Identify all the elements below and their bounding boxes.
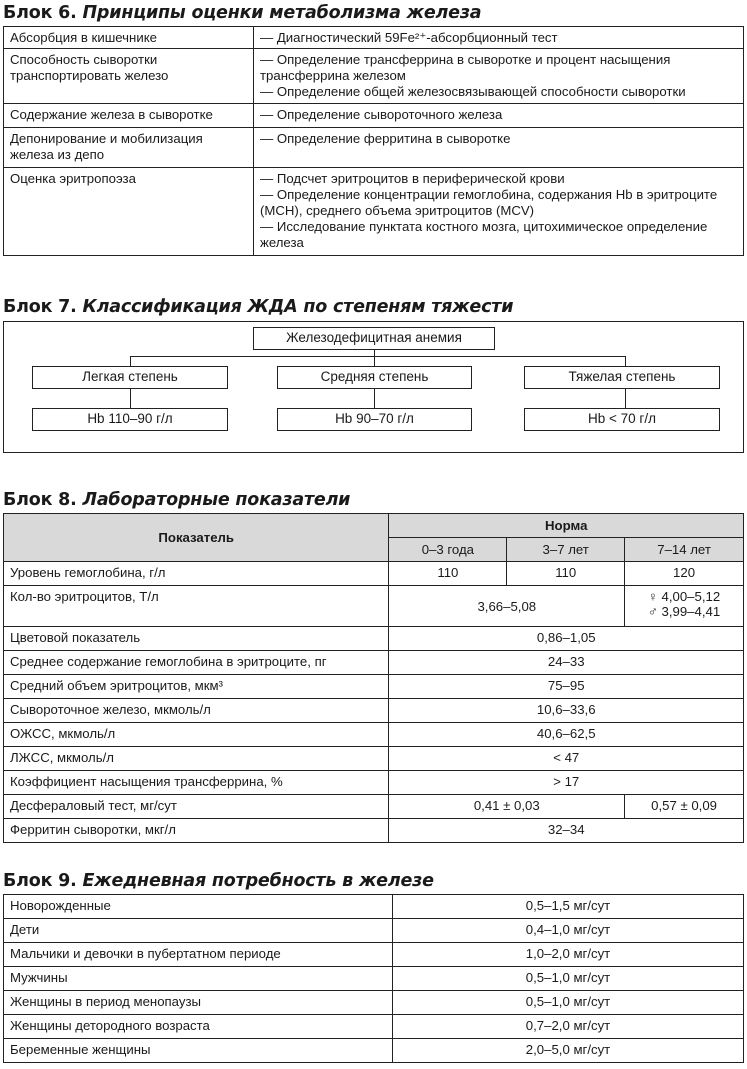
group-cell: Мальчики и девочки в пубертатном периоде: [4, 943, 393, 967]
block-6: [3, 3, 744, 256]
block-7-number: Блок 7.: [3, 297, 77, 317]
table-row: [4, 795, 744, 819]
value-cell: < 47: [389, 747, 744, 771]
group-cell: Беременные женщины: [4, 1039, 393, 1063]
severity-diagram: [3, 321, 744, 453]
norm-header: Норма: [389, 514, 744, 538]
indicator-cell: Цветовой показатель: [4, 627, 389, 651]
method-cell: [254, 128, 744, 168]
group-cell: Мужчины: [4, 967, 393, 991]
male-value: ♂ 3,99–4,41: [647, 604, 721, 619]
table-row: [4, 943, 744, 967]
value-cell: 40,6–62,5: [389, 723, 744, 747]
value-cell: 3,66–5,08: [389, 586, 625, 627]
iron-metabolism-table: [3, 26, 744, 256]
connector-line: [374, 349, 375, 356]
table-row: [4, 919, 744, 943]
indicator-cell: Среднее содержание гемоглобина в эритроците, пг: [4, 651, 389, 675]
age-header: 3–7 лет: [507, 538, 625, 562]
method-line: — Определение концентрации гемоглобина, содержания Hb в эритроците (MCH), среднего объема эритроцитов (MCV): [260, 187, 718, 218]
method-cell: [254, 49, 744, 104]
lab-values-table: [3, 513, 744, 843]
method-line: — Определение сывороточного железа: [260, 107, 503, 122]
hb-node-severe: Hb < 70 г/л: [524, 408, 720, 431]
value-cell: 0,5–1,0 мг/сут: [393, 991, 744, 1015]
group-cell: Дети: [4, 919, 393, 943]
connector-line: [130, 356, 626, 357]
table-row: [4, 27, 744, 49]
indicator-cell: Ферритин сыворотки, мкг/л: [4, 819, 389, 843]
block-8-title: [3, 490, 744, 510]
value-cell: 1,0–2,0 мг/сут: [393, 943, 744, 967]
indicator-cell: ОЖСС, мкмоль/л: [4, 723, 389, 747]
block-6-title: [3, 3, 744, 23]
indicator-header: Показатель: [4, 514, 389, 562]
indicator-cell: Средний объем эритроцитов, мкм³: [4, 675, 389, 699]
indicator-cell: Уровень гемоглобина, г/л: [4, 562, 389, 586]
connector-line: [130, 356, 131, 366]
table-row: [4, 895, 744, 919]
connector-line: [625, 389, 626, 408]
indicator-cell: Кол-во эритроцитов, Т/л: [4, 586, 389, 627]
method-line: — Определение трансферрина в сыворотке и процент насыщения трансферрина железом: [260, 52, 671, 83]
table-row: [4, 723, 744, 747]
method-line: — Диагностический 59Fe²⁺-абсорбционный тест: [260, 30, 558, 45]
table-row: [4, 771, 744, 795]
block-6-number: Блок 6.: [3, 3, 77, 23]
method-line: — Определение общей железосвязывающей способности сыворотки: [260, 84, 686, 99]
table-row: [4, 675, 744, 699]
table-row: [4, 104, 744, 128]
connector-line: [625, 356, 626, 366]
value-cell: 110: [389, 562, 507, 586]
connector-line: [130, 389, 131, 408]
value-cell: 0,7–2,0 мг/сут: [393, 1015, 744, 1039]
principle-cell: Абсорбция в кишечнике: [4, 27, 254, 49]
connector-line: [374, 389, 375, 408]
block-9-title: [3, 871, 744, 891]
method-line: — Подсчет эритроцитов в периферической крови: [260, 171, 565, 186]
block-8-number: Блок 8.: [3, 490, 77, 510]
severity-node-moderate: Средняя степень: [277, 366, 472, 389]
table-row: [4, 1039, 744, 1063]
value-cell: 120: [625, 562, 744, 586]
table-row: [4, 49, 744, 104]
method-cell: [254, 27, 744, 49]
method-line: — Определение ферритина в сыворотке: [260, 131, 511, 146]
hb-node-moderate: Hb 90–70 г/л: [277, 408, 472, 431]
value-cell: 0,86–1,05: [389, 627, 744, 651]
block-7-heading: Классификация ЖДА по степеням тяжести: [82, 297, 514, 317]
block-9-heading: Ежедневная потребность в железе: [82, 871, 434, 891]
value-cell: 0,41 ± 0,03: [389, 795, 625, 819]
value-cell: [625, 586, 744, 627]
indicator-cell: Сывороточное железо, мкмоль/л: [4, 699, 389, 723]
value-cell: 0,5–1,5 мг/сут: [393, 895, 744, 919]
severity-node-mild: Легкая степень: [32, 366, 228, 389]
value-cell: 110: [507, 562, 625, 586]
value-cell: 10,6–33,6: [389, 699, 744, 723]
method-line: — Исследование пунктата костного мозга, цитохимическое определение железа: [260, 219, 708, 250]
table-row: [4, 699, 744, 723]
principle-cell: Способность сыворотки транспортировать железо: [4, 49, 254, 104]
value-cell: 24–33: [389, 651, 744, 675]
value-cell: 0,57 ± 0,09: [625, 795, 744, 819]
table-row: [4, 991, 744, 1015]
table-row: [4, 562, 744, 586]
group-cell: Женщины детородного возраста: [4, 1015, 393, 1039]
block-9: [3, 871, 744, 1063]
table-row: [4, 627, 744, 651]
table-row: [4, 967, 744, 991]
severity-node-severe: Тяжелая степень: [524, 366, 720, 389]
principle-cell: Депонирование и мобилизация железа из депо: [4, 128, 254, 168]
block-8-heading: Лабораторные показатели: [82, 490, 351, 510]
value-cell: 0,5–1,0 мг/сут: [393, 967, 744, 991]
table-row: [4, 819, 744, 843]
age-header: 0–3 года: [389, 538, 507, 562]
table-row: [4, 168, 744, 256]
value-cell: 0,4–1,0 мг/сут: [393, 919, 744, 943]
age-header: 7–14 лет: [625, 538, 744, 562]
root-node: Железодефицитная анемия: [253, 327, 495, 350]
table-row: [4, 747, 744, 771]
hb-node-mild: Hb 110–90 г/л: [32, 408, 228, 431]
value-cell: 2,0–5,0 мг/сут: [393, 1039, 744, 1063]
value-cell: > 17: [389, 771, 744, 795]
table-row: [4, 586, 744, 627]
block-7-title: [3, 297, 744, 317]
principle-cell: Оценка эритропоэза: [4, 168, 254, 256]
indicator-cell: Коэффициент насыщения трансферрина, %: [4, 771, 389, 795]
daily-iron-table: [3, 894, 744, 1063]
group-cell: Женщины в период менопаузы: [4, 991, 393, 1015]
block-7: [3, 297, 744, 453]
table-row: [4, 1015, 744, 1039]
block-9-number: Блок 9.: [3, 871, 77, 891]
indicator-cell: ЛЖСС, мкмоль/л: [4, 747, 389, 771]
method-cell: [254, 104, 744, 128]
table-header-row: [4, 514, 744, 538]
value-cell: 32–34: [389, 819, 744, 843]
value-cell: 75–95: [389, 675, 744, 699]
female-value: ♀ 4,00–5,12: [647, 589, 721, 604]
connector-line: [374, 356, 375, 366]
block-6-heading: Принципы оценки метаболизма железа: [82, 3, 482, 23]
block-8: [3, 490, 744, 843]
group-cell: Новорожденные: [4, 895, 393, 919]
method-cell: [254, 168, 744, 256]
indicator-cell: Десфераловый тест, мг/сут: [4, 795, 389, 819]
table-row: [4, 128, 744, 168]
principle-cell: Содержание железа в сыворотке: [4, 104, 254, 128]
table-row: [4, 651, 744, 675]
